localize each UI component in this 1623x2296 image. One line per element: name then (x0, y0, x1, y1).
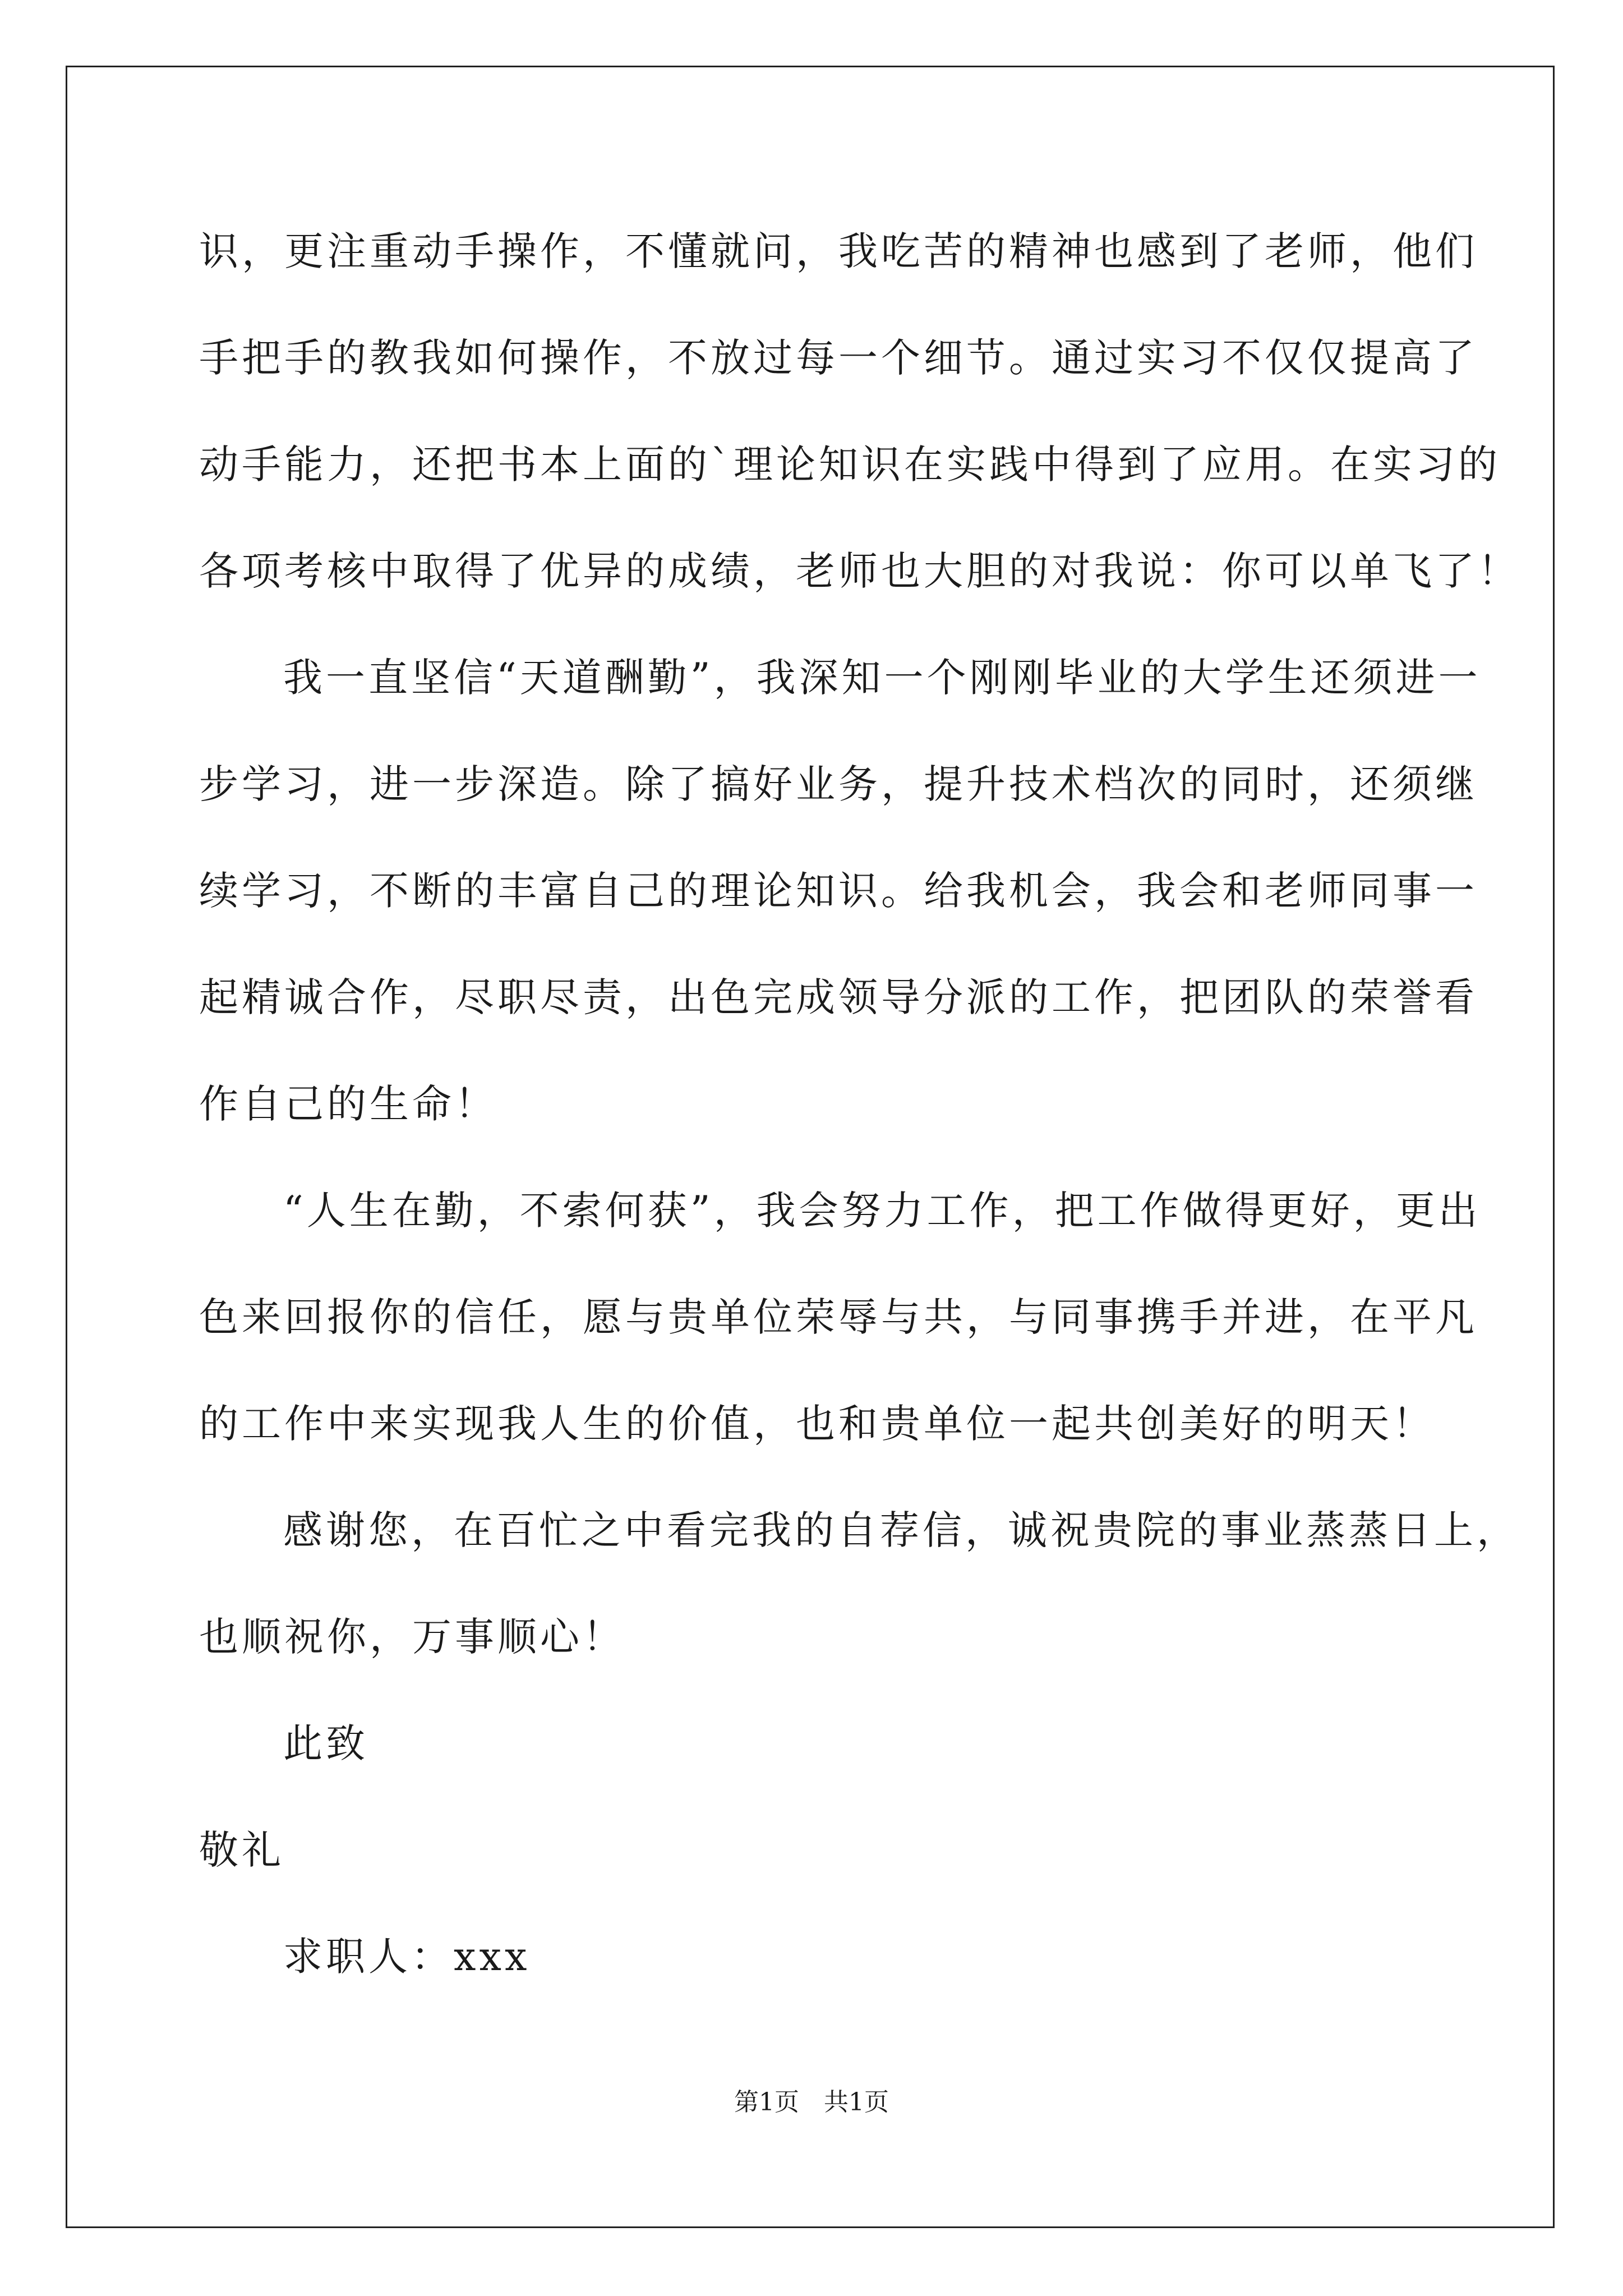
body-line: 作自己的生命！ (199, 1081, 497, 1127)
signature-line: 求职人：xxx (283, 1934, 531, 1980)
closing-salutation: 此致 (283, 1720, 368, 1766)
body-line: 续学习，不断的丰富自己的理论知识。给我机会，我会和老师同事一 (199, 868, 1478, 914)
body-line: “人生在勤，不索何获”，我会努力工作，把工作做得更好，更出 (283, 1188, 1481, 1234)
body-line: 色来回报你的信任，愿与贵单位荣辱与共，与同事携手并进，在平凡 (199, 1294, 1478, 1340)
body-line: 也顺祝你，万事顺心！ (199, 1614, 625, 1660)
body-line: 感谢您，在百忙之中看完我的自荐信，诚祝贵院的事业蒸蒸日上， (283, 1507, 1519, 1553)
body-line: 起精诚合作，尽职尽责，出色完成领导分派的工作，把团队的荣誉看 (199, 974, 1478, 1020)
body-line: 的工作中来实现我人生的价值，也和贵单位一起共创美好的明天！ (199, 1401, 1435, 1447)
body-line: 步学习，进一步深造。除了搞好业务，提升技术档次的同时，还须继 (199, 761, 1478, 807)
body-line: 我一直坚信“天道酬勤”，我深知一个刚刚毕业的大学生还须进一 (283, 655, 1481, 701)
page-number: 第1页 共1页 (734, 2088, 889, 2116)
body-line: 各项考核中取得了优异的成绩，老师也大胆的对我说：你可以单飞了！ (199, 548, 1520, 594)
body-line: 动手能力，还把书本上面的`理论知识在实践中得到了应用。在实习的 (199, 441, 1501, 487)
closing-regards: 敬礼 (199, 1827, 284, 1873)
body-line: 手把手的教我如何操作，不放过每一个细节。通过实习不仅仅提高了 (199, 335, 1478, 381)
page-border (66, 66, 1555, 2228)
body-line: 识，更注重动手操作，不懂就问，我吃苦的精神也感到了老师，他们 (199, 228, 1478, 274)
